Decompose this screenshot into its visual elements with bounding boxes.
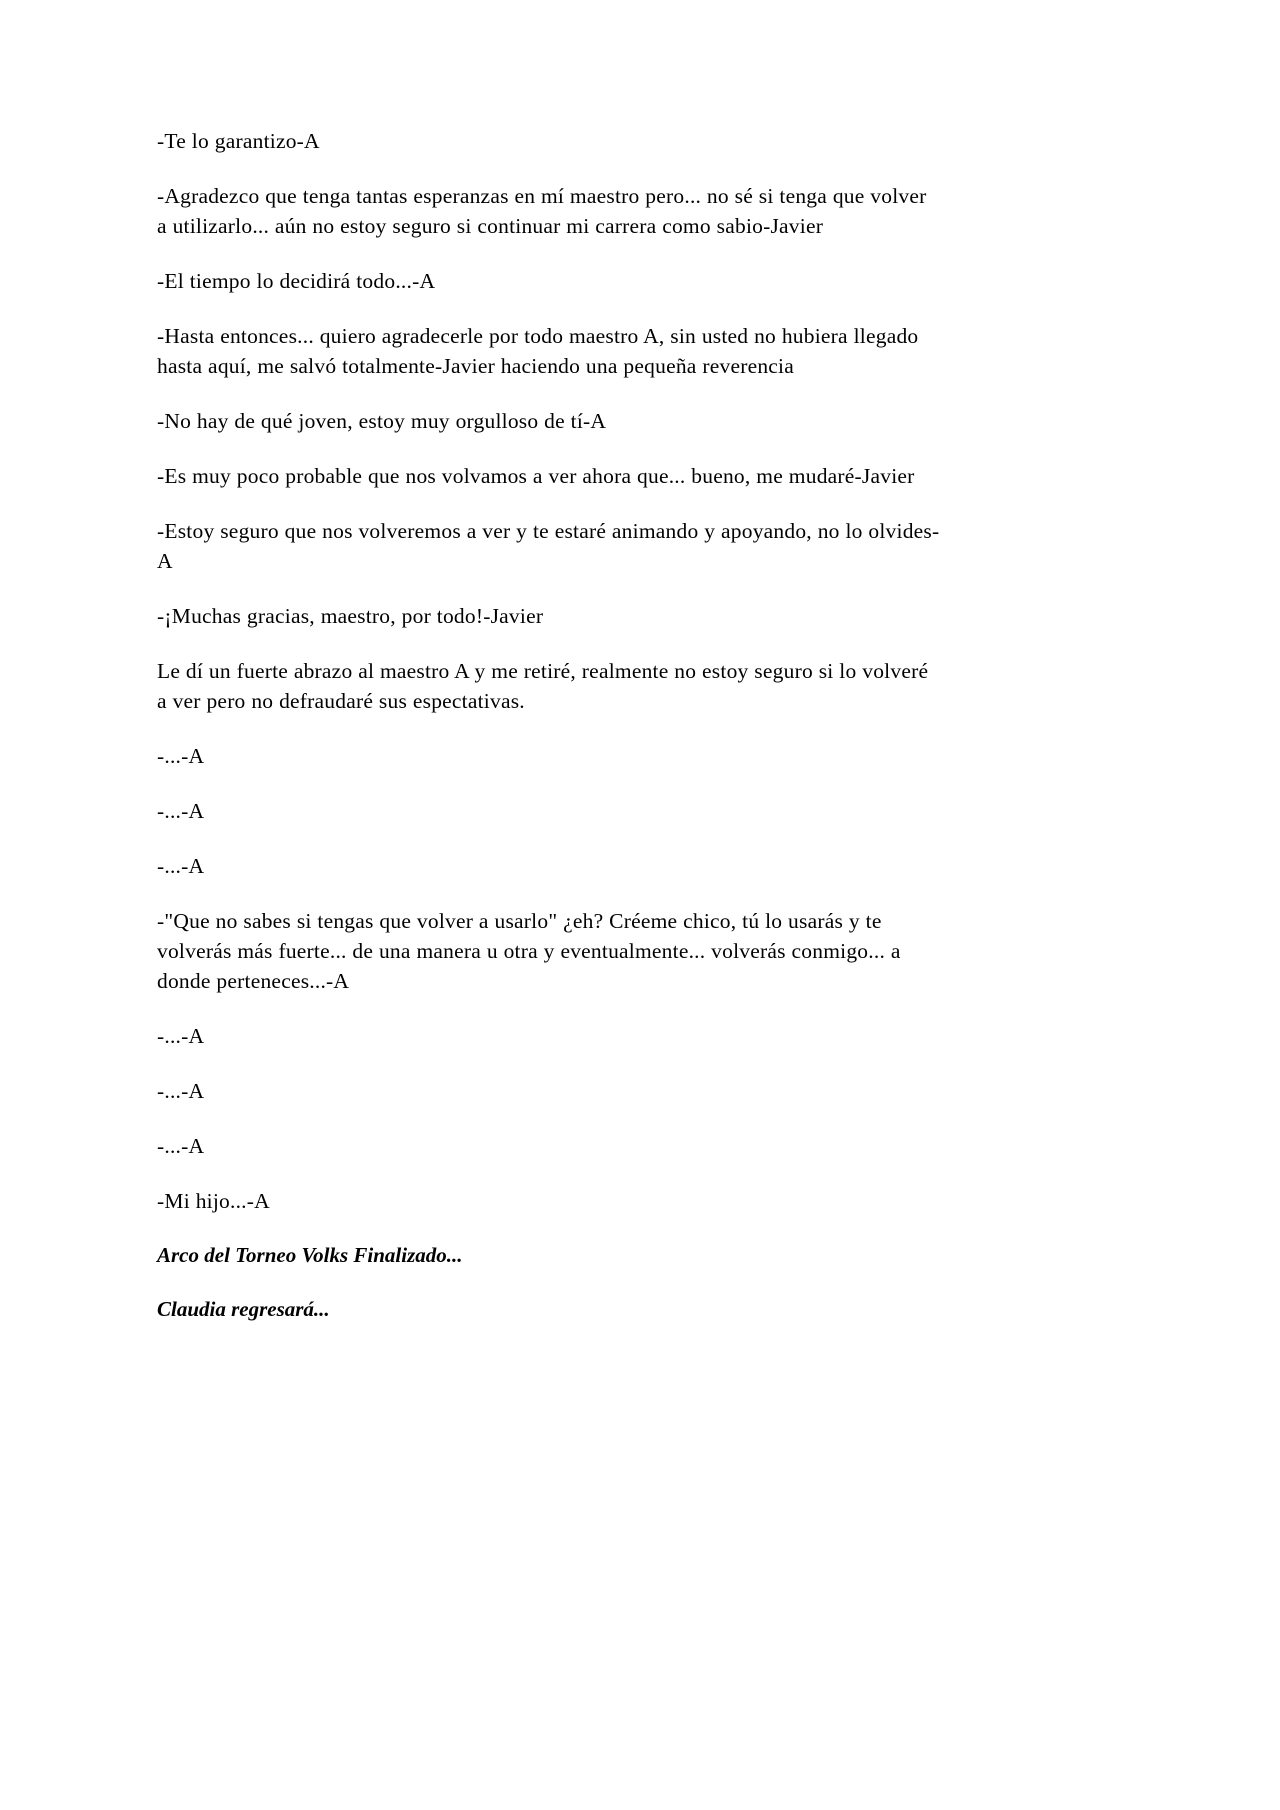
paragraph: -Es muy poco probable que nos volvamos a ver ahora que... bueno, me mudaré-Javier — [157, 464, 915, 488]
paragraph: Le dí un fuerte abrazo al maestro A y me retiré, realmente no estoy seguro si lo volveré a ver pero no defraudaré sus espectativas. — [157, 659, 929, 713]
teaser-line: Claudia regresará... — [157, 1297, 330, 1321]
document-body — [157, 126, 942, 1349]
paragraph: -...-A — [157, 854, 205, 878]
paragraph: -...-A — [157, 799, 205, 823]
paragraph: -Te lo garantizo-A — [157, 129, 320, 153]
paragraph: -Estoy seguro que nos volveremos a ver y te estaré animando y apoyando, no lo olvides-A — [157, 519, 940, 573]
paragraph: -...-A — [157, 1079, 205, 1103]
paragraph: -...-A — [157, 1024, 205, 1048]
paragraph: -No hay de qué joven, estoy muy orgulloso de tí-A — [157, 409, 607, 433]
paragraph: -...-A — [157, 744, 205, 768]
paragraph: -Agradezco que tenga tantas esperanzas en mí maestro pero... no sé si tenga que volver a utilizarlo... aún no estoy seguro si continuar mi carrera como sabio-Javier — [157, 184, 927, 238]
paragraph: -El tiempo lo decidirá todo...-A — [157, 269, 436, 293]
paragraph: -...-A — [157, 1134, 205, 1158]
paragraph: -Mi hijo...-A — [157, 1189, 270, 1213]
paragraph: -¡Muchas gracias, maestro, por todo!-Javier — [157, 604, 544, 628]
arc-end-line: Arco del Torneo Volks Finalizado... — [157, 1243, 463, 1267]
paragraph: -"Que no sabes si tengas que volver a usarlo" ¿eh? Créeme chico, tú lo usarás y te volverás más fuerte... de una manera u otra y eventualmente... volverás conmigo... a donde perteneces...-A — [157, 909, 901, 993]
paragraph: -Hasta entonces... quiero agradecerle por todo maestro A, sin usted no hubiera llegado hasta aquí, me salvó totalmente-Javier haciendo una pequeña reverencia — [157, 324, 919, 378]
